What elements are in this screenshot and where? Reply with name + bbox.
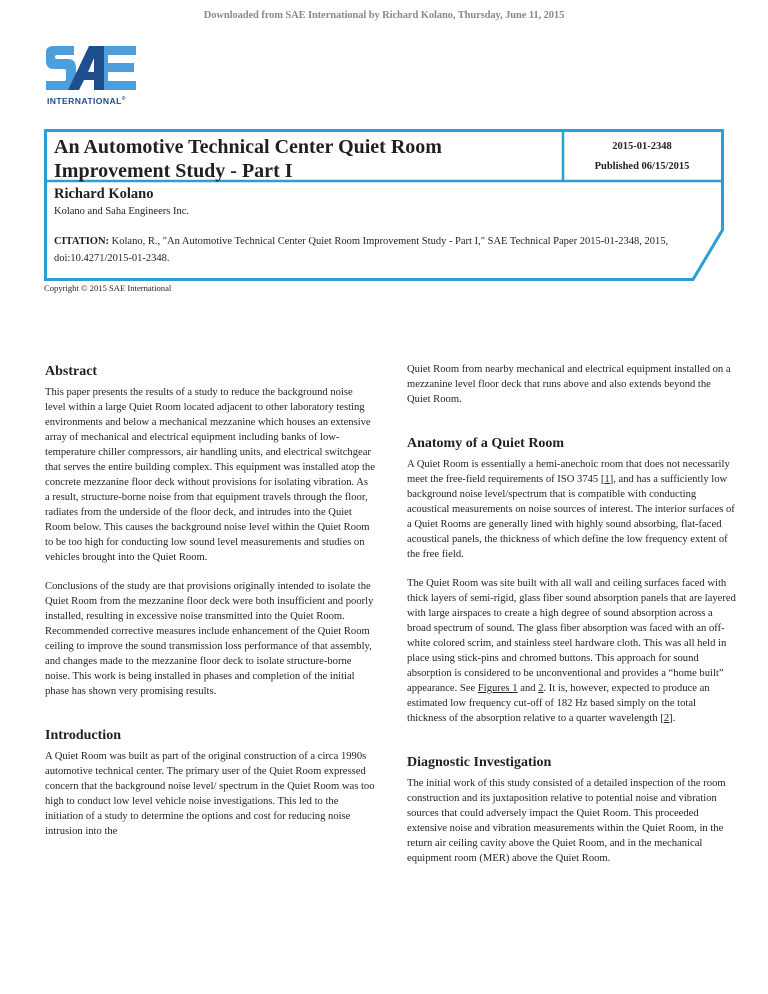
- paper-header-box: [44, 129, 724, 281]
- anatomy-paragraph-1: A Quiet Room is essentially a hemi-anechoic room that does not necessarily meet the free-field requirements of ISO 3745 [1], and has a sufficiently low background noise level/spectrum that is compatible with conducting acoustical measurements on noise sources of interest. The interior surfaces of a Quiet Rooms are generally lined with highly sound absorbing, flat-faced acoustical panels, the thickness of which define the low frequency extent of the free field.: [407, 459, 735, 560]
- figure-2-link[interactable]: 2: [538, 683, 544, 694]
- author-affiliation: Kolano and Saha Engineers Inc.: [54, 206, 189, 217]
- paper-title: An Automotive Technical Center Quiet Room Improvement Study - Part I: [54, 136, 442, 182]
- paper-number: 2015-01-2348: [612, 141, 672, 152]
- abstract-paragraph-2: Conclusions of the study are that provisions originally intended to isolate the Quiet Room from the mezzanine floor deck were both insufficient and poorly installed, resulting in excessive noise transmitted into the Quiet Room. Recommended corrective measures include enhancement of the Quiet Room ceiling to improve the sound transmission loss performance of that assembly, and changes made to the mezzanine floor deck to isolate structure-borne noise. This work is being installed in phases and completion of the initial phase has shown very promising results.: [45, 581, 374, 697]
- published-date: Published 06/15/2015: [594, 161, 690, 172]
- sae-logo: [44, 44, 144, 106]
- right-column: [407, 362, 737, 866]
- introduction-paragraph: A Quiet Room was built as part of the original construction of a circa 1990s automotive technical center. The primary user of the Quiet Room expressed concern that the background noise level/ spectrum in the Quiet Room was too high to conduct low level vehicle noise investigations. This led to the initiation of a study to determine the options and cost for reducing noise intrusion into the: [45, 751, 375, 837]
- citation-label: CITATION:: [54, 236, 110, 247]
- abstract-paragraph-1: This paper presents the results of a study to reduce the background noise level within a large Quiet Room located adjacent to other laboratory testing environments and below a mechanical mezzanine which houses an extensive array of mechanical and electrical equipment including banks of low-temperature chiller compressors, air handling units, and electrical switchgear that serves the entire building complex. This equipment was installed atop the concrete mezzanine floor deck without provisions for isolating vibration. As a result, structure-borne noise from that equipment travels through the floor, radiates from the underside of the floor deck, and intrudes into the Quiet Room below. This causes the background noise level within the Quiet Room to be too high for conducting low sound level measurements and studies on vehicles brought into the Quiet Room.: [45, 387, 375, 563]
- author-name: Richard Kolano: [54, 186, 154, 202]
- abstract-heading: Abstract: [45, 364, 98, 379]
- anatomy-heading: Anatomy of a Quiet Room: [407, 436, 565, 451]
- sae-logo-mark-icon: [44, 44, 139, 94]
- download-watermark: Downloaded from SAE International by Richard Kolano, Thursday, June 11, 2015: [203, 10, 565, 21]
- introduction-heading: Introduction: [45, 728, 121, 743]
- citation: [54, 233, 694, 267]
- reference-link-2[interactable]: 2: [663, 713, 670, 724]
- copyright-notice: Copyright © 2015 SAE International: [44, 283, 172, 293]
- left-column: [45, 363, 375, 839]
- citation-text: Kolano, R., "An Automotive Technical Center Quiet Room Improvement Study - Part I," SAE Technical Paper 2015-01-2348, 2015, doi:10.4271/2015-01-2348.: [54, 236, 669, 264]
- logo-subtitle: INTERNATIONAL®: [47, 96, 126, 106]
- diagnostic-heading: Diagnostic Investigation: [407, 755, 552, 770]
- introduction-continued: Quiet Room from nearby mechanical and electrical equipment installed on a mezzanine level floor deck that runs above and also extends beyond the Quiet Room.: [407, 364, 731, 405]
- reference-link-1[interactable]: 1: [604, 474, 610, 485]
- figure-1-link[interactable]: Figures 1: [477, 683, 518, 694]
- diagnostic-paragraph: The initial work of this study consisted of a detailed inspection of the room construction and its juxtaposition relative to potential noise and vibration sources that could adversely impact the Quiet Room. This proceeded extensive noise and vibration measurements within the Quiet Room, in the return air ceiling cavity above the Quiet Room, and in the mechanical equipment room (MER) above the Quiet Room.: [407, 778, 726, 864]
- anatomy-paragraph-2: The Quiet Room was site built with all wall and ceiling surfaces faced with thick layers of semi-rigid, glass fiber sound absorption panels that are layered with large airspaces to create a high degree of sound absorption across a broad spectrum of sound. The glass fiber absorption was faced with an off-white colored scrim, and stainless steel hardware cloth. This was all held in place using stick-pins and chromed buttons. This approach for sound absorption is considered to be unconventional and provides a “home built” appearance. See Figures 1 and 2. It is, however, expected to produce an estimated low frequency cut-off of 182 Hz based simply on the total thickness of the absorption relative to a quarter wavelength [2].: [407, 578, 736, 724]
